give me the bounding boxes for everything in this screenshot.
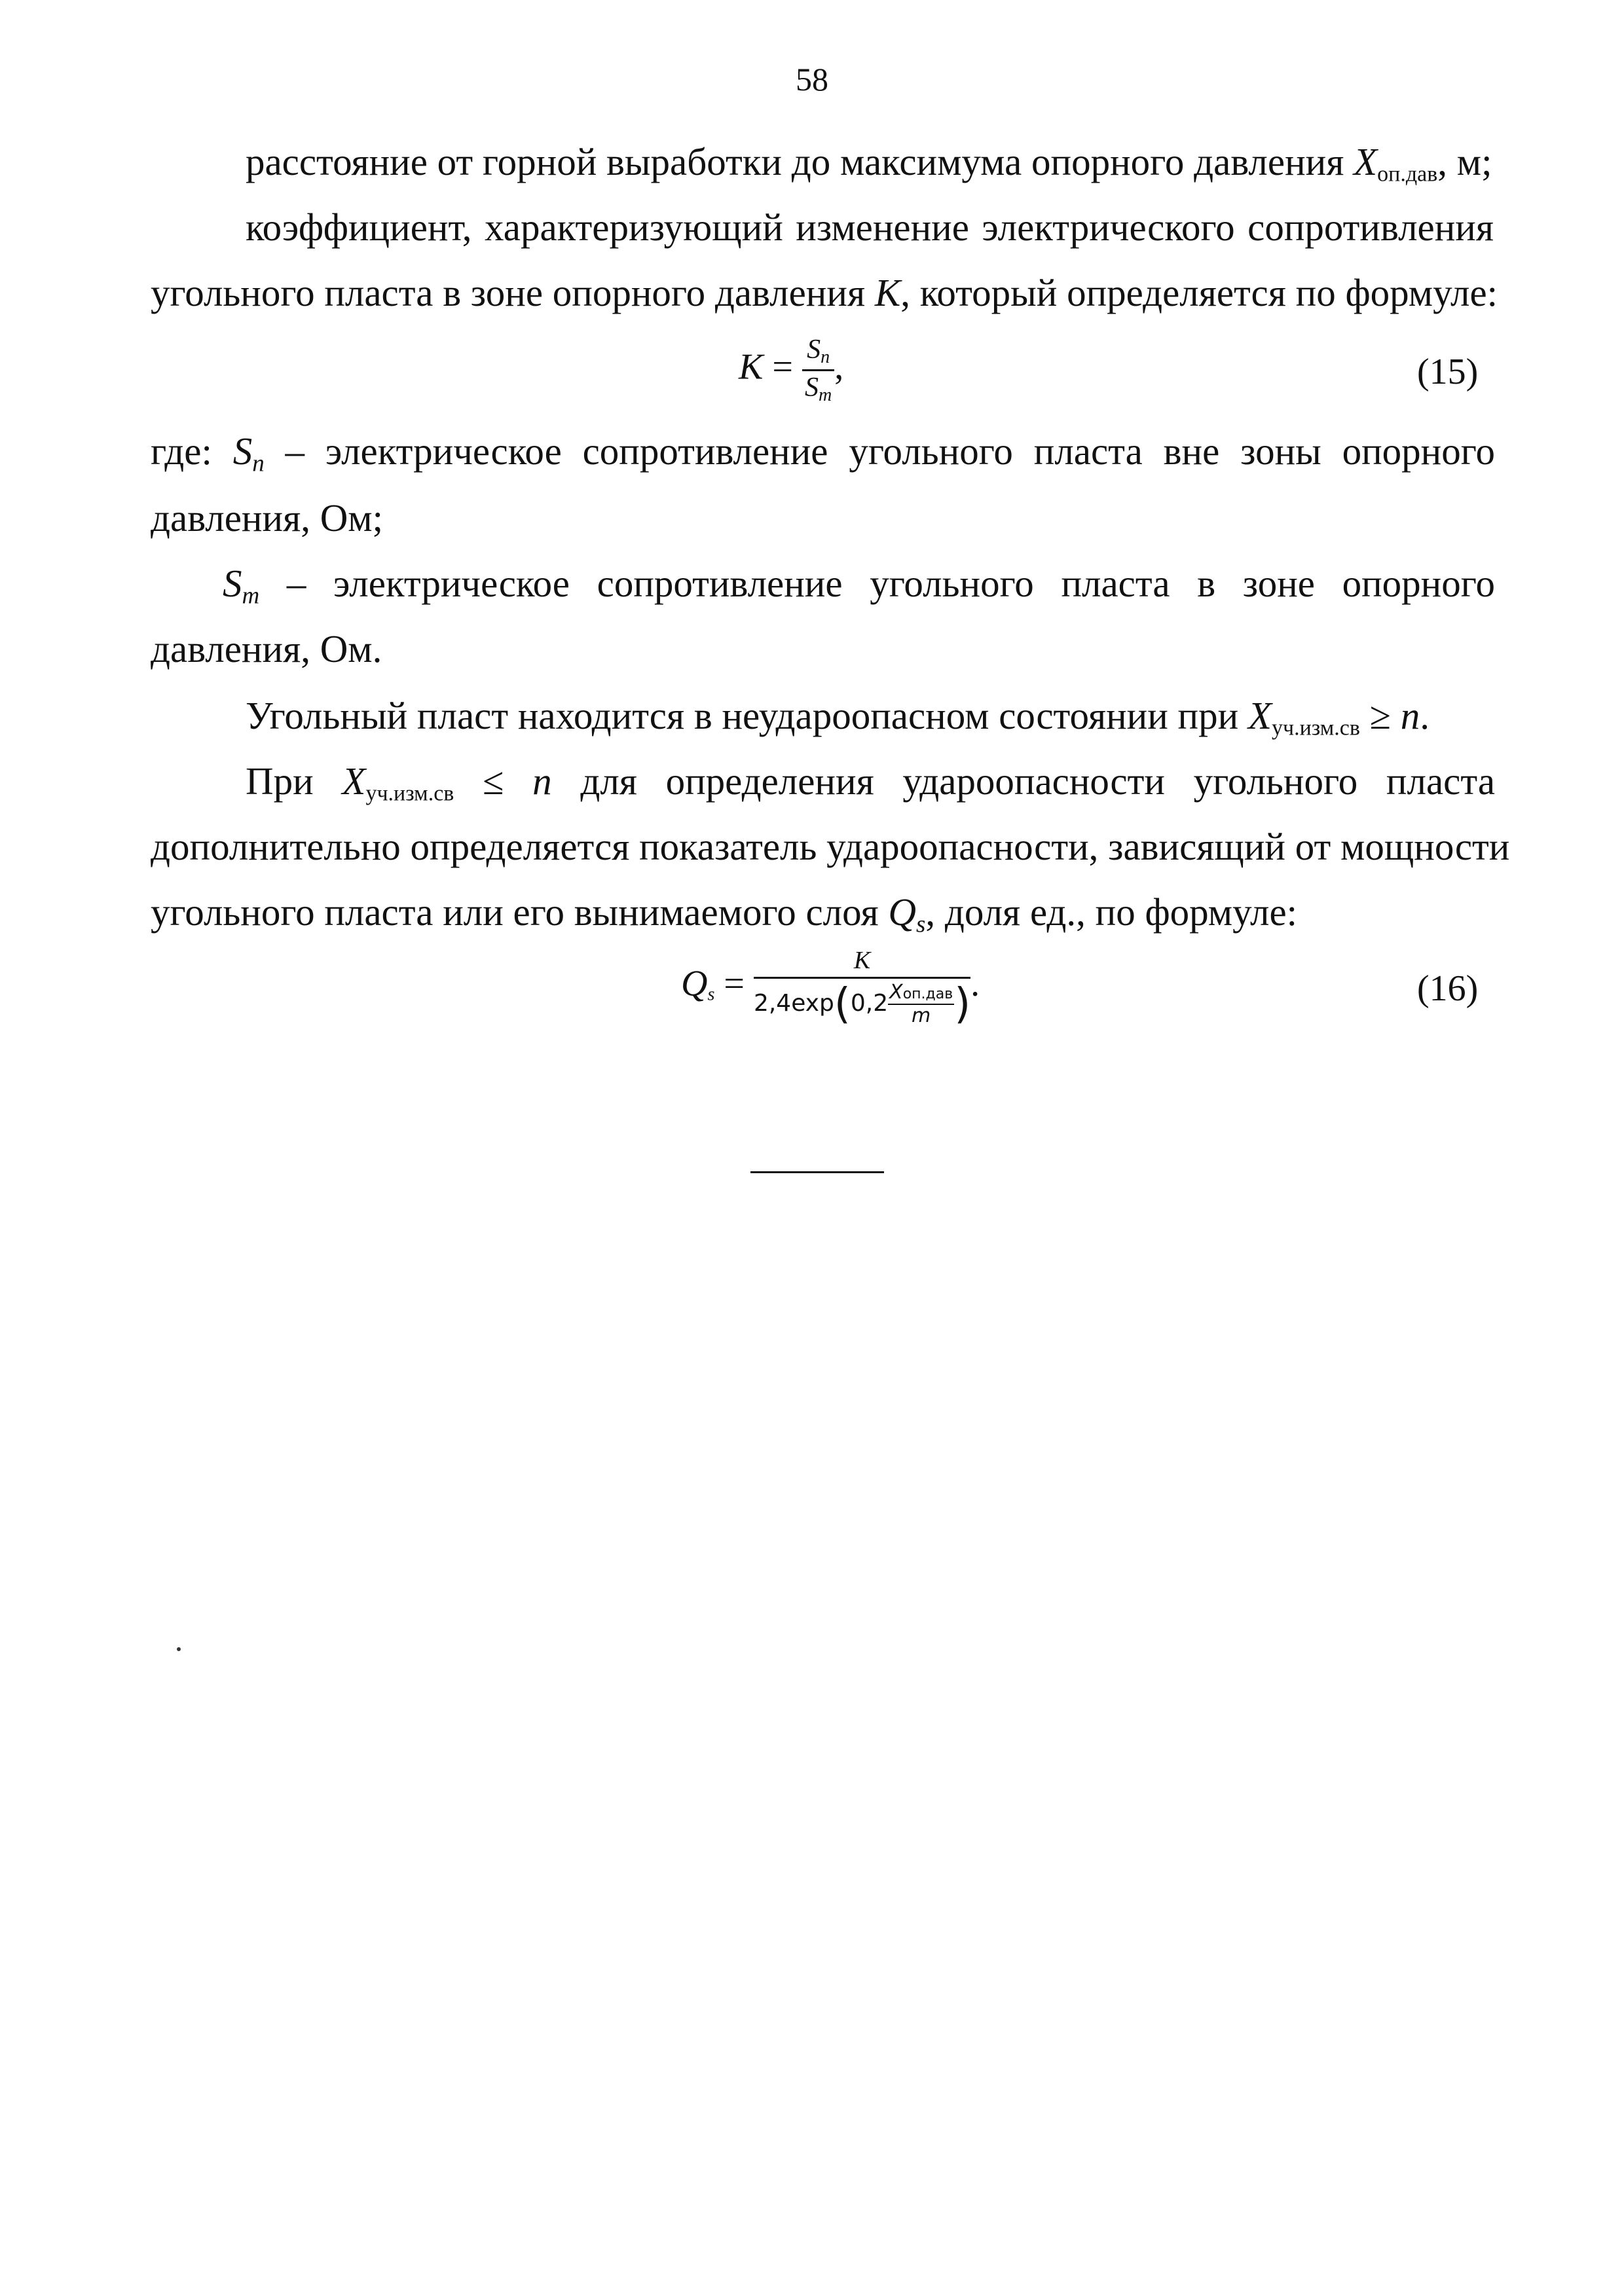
text-line-9: При $X_{уч.изм.св} \le n$ для определения удароопасности угольного пласта [246, 759, 1496, 806]
fraction: $\frac{Sn}{Sm}$ [802, 336, 834, 405]
formula-15: K = $\frac{Sn}{Sm}$ , [739, 335, 844, 405]
text-line-2: коэффициент, характеризующий изменение электрического сопротивления [246, 206, 1494, 249]
scan-speck [177, 1647, 181, 1651]
text-line-1: расстояние от горной выработки до максимума опорного давления $X_{оп.дав}$, м; [246, 140, 1492, 187]
text-line-10: дополнительно определяется показатель удароопасности, зависящий от мощности [151, 825, 1510, 868]
text-line-8: Угольный пласт находится в неудароопасном состоянии при $X_{уч.изм.св} \ge n$. [246, 694, 1430, 740]
equation-number-16: (16) [1417, 968, 1479, 1009]
text-line-6: Sm – электрическое сопротивление угольного пласта в зоне опорного [223, 562, 1495, 610]
page-number: 58 [796, 61, 828, 98]
fraction: K 2,4exp(0,2 $\frac{\text{Xоп.дав}}{m}$ ) [753, 947, 971, 1029]
text-line-5: давления, Ом; [151, 496, 384, 539]
text-line-3: угольного пласта в зоне опорного давления K, который определяется по формуле: [151, 271, 1498, 314]
text-line-7: давления, Ом. [151, 627, 382, 670]
text-line-11: угольного пласта или его вынимаемого слоя Qs, доля ед., по формуле: [151, 890, 1298, 938]
variable-x: X [1354, 140, 1378, 183]
end-divider [750, 1171, 884, 1173]
text-line-4: где: Sn – электрическое сопротивление угольного пласта вне зоны опорного [151, 429, 1495, 477]
formula-16: Qs = K 2,4exp(0,2 $\frac{\text{Xоп.дав}}{m}$ ) . [681, 947, 980, 1029]
equation-number-15: (15) [1417, 352, 1479, 392]
